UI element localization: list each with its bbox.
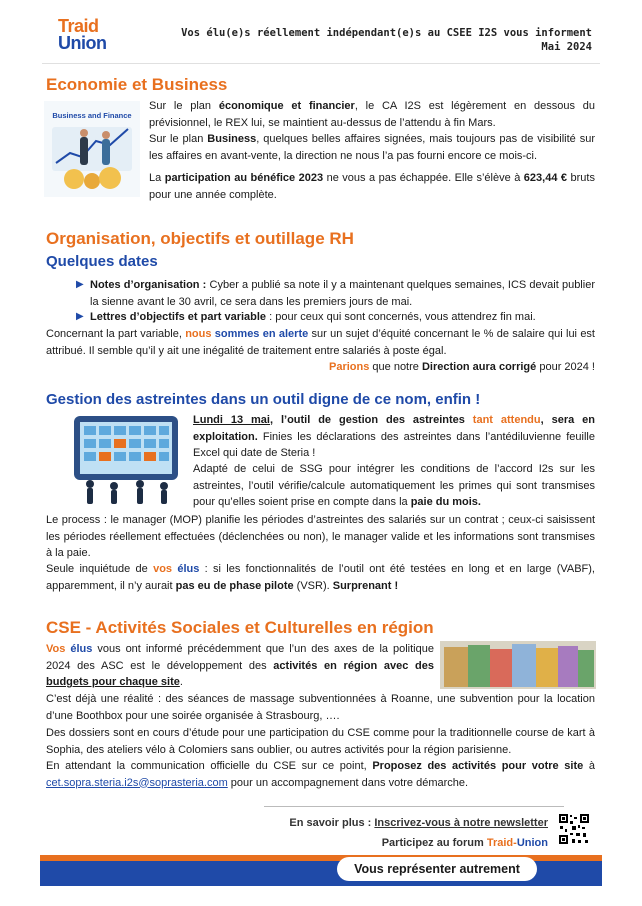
text-run: Sur le plan: [149, 133, 208, 145]
economie-paragraph-3: [149, 170, 595, 203]
header-divider: [42, 63, 600, 64]
astreintes-paragraph-1: [193, 412, 595, 462]
text-run: pas eu de phase pilote: [175, 579, 294, 592]
section-title-economie: Economie et Business: [46, 75, 228, 94]
text-run: à: [583, 760, 595, 772]
text-run: Adapté de celui de SSG pour intégrer les conditions de l’accord I2s sur les astreintes, l’outil vérifie/calcule automatiquement les primes qui sont transmises pour qu’elles soient prise en compte dans la: [193, 463, 595, 508]
text-run: .: [179, 676, 183, 688]
section-title-cse: CSE - Activités Sociales et Culturelles en région: [46, 618, 434, 637]
header-tagline-block: [181, 26, 592, 54]
astreintes-paragraph-3: Le process : le manager (MOP) planifie les périodes d’astreintes des salariés sur un contrat ; ceux-ci saisissent les périodes réellement effectuées (déclenchées ou non), le manager valide et les informations sont transmises à la paie.: [46, 514, 595, 559]
text-run: pour un accompagnement dans votre démarche.: [227, 776, 469, 789]
newsletter-link[interactable]: Inscrivez-vous à notre newsletter: [374, 817, 548, 829]
cse-email-link[interactable]: cet.sopra.steria.i2s@soprasteria.com: [46, 776, 228, 789]
text-run: ne vous a pas échappée. Elle s’élève à: [323, 172, 524, 184]
text-run: sommes en alerte: [211, 328, 309, 340]
text-run: que notre: [369, 361, 422, 373]
forum-link-traid[interactable]: Traid: [486, 837, 514, 849]
bullet-lettres-objectifs: [90, 309, 595, 326]
subsection-title-dates: Quelques dates: [46, 253, 158, 270]
text-run: Lettres d’objectifs et part variable: [90, 311, 267, 323]
bullet-notes-organisation: [90, 277, 595, 310]
text-run: Business: [207, 133, 257, 145]
section-title-organisation: Organisation, objectifs et outillage RH: [46, 229, 354, 248]
text-run: , l’outil de gestion des astreintes: [269, 414, 473, 426]
banknotes-illustration: [440, 641, 596, 689]
image-caption: Business and Finance: [52, 111, 132, 120]
text-run: Lundi 13 mai: [193, 414, 270, 426]
cse-paragraph-4: [46, 758, 595, 791]
header-tagline: Vos élu(e)s réellement indépendant(e)s au CSEE I2S vous informent: [181, 27, 592, 39]
text-run: : si les fonctionnalités de l’outil ont été testées en long et en large (VABF), apparemment, il n’y aurait: [46, 563, 595, 592]
text-run: économique et financier: [218, 100, 355, 112]
text-run: La: [149, 172, 165, 184]
text-run: élus: [65, 643, 93, 655]
text-run: budgets pour chaque site: [46, 676, 180, 688]
economie-paragraph-1: [149, 98, 595, 131]
text-run: Concernant la part variable,: [46, 328, 186, 340]
footer-divider: [264, 806, 564, 807]
calendar-tablet-illustration: [70, 412, 182, 508]
text-run: Notes d’organisation :: [90, 279, 210, 291]
forum-link-union[interactable]: Union: [516, 837, 548, 849]
astreintes-paragraph-2: [193, 461, 595, 511]
text-run: élus: [172, 563, 200, 575]
text-run: Proposez des activités pour votre site: [372, 760, 584, 772]
text-run: vos: [153, 563, 173, 575]
text-run: (VSR).: [293, 579, 333, 592]
text-run: , le CA I2S est légèrement en dessous du prévisionnel, le REX lui, se maintient au-dessus de l’attendu à fin Mars.: [149, 100, 595, 129]
text-run: nous: [185, 328, 212, 340]
qr-code-icon[interactable]: [558, 813, 590, 845]
text-run: -: [513, 837, 517, 849]
bullet-icon: ▶: [76, 311, 84, 322]
traid-union-logo[interactable]: [58, 18, 130, 52]
qr-code-graphic: [558, 813, 590, 845]
cse-paragraph-2: C’est déjà une réalité : des séances de massage subventionnées à Roanne, une subvention pour la location d’une Boothbox pour une soirée organisée à Strasbourg, ….: [46, 693, 595, 722]
astreintes-paragraph-4: [46, 561, 595, 594]
text-run: Participez au forum: [381, 837, 487, 849]
text-run: Vos: [46, 643, 66, 655]
cse-paragraph-1: [46, 641, 434, 691]
text-run: participation au bénéfice 2023: [164, 172, 324, 184]
cse-paragraph-3: Des dossiers sont en cours d’étude pour une participation du CSE comme pour la traditionnelle course de kart à Sophia, des ateliers vélo à Colomiers sans oublier, ou autres activités pour la région parisienne.: [46, 727, 595, 756]
text-run: sur un sujet d’équité concernant le % de salaire qui lui est attribué. Il semble qu’il y ait une inégalité de traitement entre salariés à poste égal.: [46, 328, 595, 357]
text-run: En attendant la communication officielle du CSE sur ce point,: [46, 760, 373, 772]
business-finance-image: [44, 101, 140, 197]
footer-newsletter-line: [200, 815, 548, 832]
text-run: Sur le plan: [149, 100, 219, 112]
text-run: Direction aura corrigé: [421, 361, 537, 373]
text-run: bruts pour une année complète.: [149, 172, 595, 201]
text-run: pour 2024 !: [536, 361, 595, 373]
bullet-icon: ▶: [76, 279, 84, 290]
text-run: vous ont informé précédemment que l’un des axes de la politique 2024 des ASC est le développement des: [46, 643, 434, 672]
footer-banner-button[interactable]: Vous représenter autrement: [337, 857, 537, 881]
header: [0, 0, 642, 64]
planning-tool-image: [70, 412, 182, 508]
logo-bottom: Union: [58, 33, 107, 53]
text-run: 623,44 €: [523, 172, 568, 184]
text-run: : pour ceux qui sont concernés, vous attendrez fin mai.: [266, 311, 536, 323]
text-run: En savoir plus :: [289, 817, 375, 829]
organisation-paragraph-2: [46, 359, 595, 376]
text-run: , sera en exploitation.: [193, 414, 595, 443]
organisation-paragraph-1: [46, 326, 595, 359]
footer-forum-line: [200, 835, 548, 852]
header-date: Mai 2024: [541, 41, 592, 53]
banknotes-image: [440, 641, 596, 689]
text-run: Finies les déclarations des astreintes dans l’antédiluvienne feuille Excel qui date de Steria !: [193, 430, 595, 459]
section-title-astreintes: Gestion des astreintes dans un outil digne de ce nom, enfin !: [46, 391, 481, 408]
economie-paragraph-2: [149, 131, 595, 164]
text-run: , quelques belles affaires signées, mais toujours pas de visibilité sur les affaires en avant-vente, la direction ne nous l’a pas fourni encore ce mois-ci.: [149, 133, 595, 162]
text-run: paie du mois.: [410, 496, 481, 508]
text-run: activités en région avec des: [273, 659, 434, 672]
text-run: Cyber a publié sa note il y a maintenant quelques semaines, ICS devait publier la sienne avant le 30 avril, ce sera dans les premiers jours de mai.: [90, 279, 595, 308]
text-run: Seule inquiétude de: [46, 563, 154, 575]
text-run: Parions: [329, 361, 370, 373]
text-run: Surprenant !: [332, 579, 399, 592]
text-run: tant attendu: [472, 414, 541, 426]
logo-top: Traid: [58, 16, 99, 36]
